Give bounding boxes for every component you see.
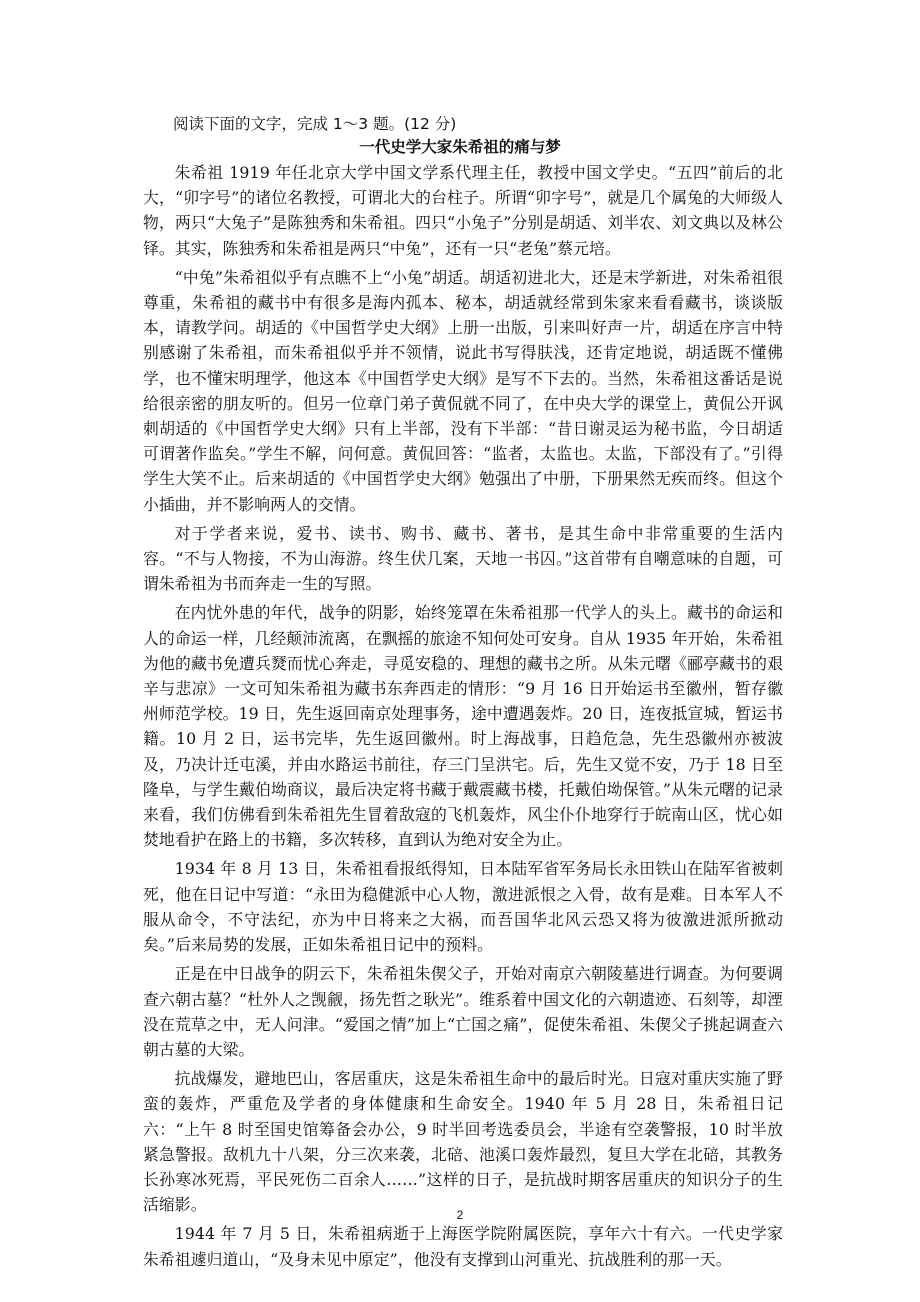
paragraph: “中兔”朱希祖似乎有点瞧不上“小兔”胡适。胡适初进北大，还是末学新进，对朱希祖很尊重，朱希祖的藏书中有很多是海内孤本、秘本，胡适就经常到朱家来看看藏书，谈谈版本，请教学问。胡适的《中国哲学史大纲》上册一出版，引来叫好声一片，胡适在序言中特别感谢了朱希祖，而朱希祖似乎并不领情，说此书写得肤浅，还肯定地说，胡适既不懂佛学，也不懂宋明理学，他这本《中国哲学史大纲》是写不下去的。当然，朱希祖这番话是说给很亲密的朋友听的。但另一位章门弟子黄侃就不同了，在中央大学的课堂上，黄侃公开讽刺胡适的《中国哲学史大纲》只有上半部，没有下半部：“昔日谢灵运为秘书监，今日胡适可谓著作监矣。”学生不解，问何意。黄侃回答：“监者，太监也。太监，下部没有了。”引得学生大笑不止。后来胡适的《中国哲学史大纲》勉强出了中册，下册果然无疾而终。但这个小插曲，并不影响两人的交情。 (143, 267, 783, 514)
article-title: 一代史学大家朱希祖的痛与梦 (359, 138, 561, 156)
reading-instruction: 阅读下面的文字，完成 1～3 题。(12 分) (173, 115, 457, 133)
paragraph: 1944 年 7 月 5 日，朱希祖病逝于上海医学院附属医院，享年六十有六。一代史学家朱希祖遽归道山，“及身未见中原定”，他没有支撑到山河重光、抗战胜利的那一天。 (143, 1224, 783, 1269)
paragraph: 对于学者来说，爱书、读书、购书、藏书、著书，是其生命中非常重要的生活内容。“不与人物接，不为山海游。终生伏几案，天地一书囚。”这首带有自嘲意味的自题，可谓朱希祖为书而奔走一生的写照。 (143, 523, 783, 594)
paragraph: 朱希祖 1919 年任北京大学中国文学系代理主任，教授中国文学史。“五四”前后的北大，“卯字号”的诸位名教授，可谓北大的台柱子。所谓“卯字号”，就是几个属兔的大师级人物，两只“大兔子”是陈独秀和朱希祖。四只“小兔子”分别是胡适、刘半农、刘文典以及林公铎。其实，陈独秀和朱希祖是两只“中兔”，还有一只“老兔”蔡元培。 (143, 163, 783, 258)
page-number: 2 (456, 1208, 464, 1222)
paragraph: 1934 年 8 月 13 日，朱希祖看报纸得知，日本陆军省军务局长永田铁山在陆军省被刺死，他在日记中写道：“永田为稳健派中心人物，激进派恨之入骨，故有是难。日本军人不服从命令，不守法纪，亦为中日将来之大祸，而吾国华北风云恐又将为彼激进派所掀动矣。”后来局势的发展，正如朱希祖日记中的预料。 (143, 859, 783, 955)
paragraph: 抗战爆发，避地巴山，客居重庆，这是朱希祖生命中的最后时光。日寇对重庆实施了野蛮的轰炸，严重危及学者的身体健康和生命安全。1940 年 5 月 28 日，朱希祖日记六：“上午 8 时至国史馆筹备会办公，9 时半回考选委员会，半途有空袭警报，10 时半放紧急警报。敌机九十八架，分三次来袭，北碚、池溪口轰炸最烈，复旦大学在北碚，其教务长孙寒冰死焉，平民死伤二百余人……”这样的日子，是抗战时期客居重庆的知识分子的生活缩影。 (143, 1069, 783, 1215)
paragraph: 在内忧外患的年代，战争的阴影，始终笼罩在朱希祖那一代学人的头上。藏书的命运和人的命运一样，几经颠沛流离，在飘摇的旅途不知何处可安身。自从 1935 年开始，朱希祖为他的藏书免遭兵燹而忧心奔走，寻觅安稳的、理想的藏书之所。从朱元曙《郦亭藏书的艰辛与悲凉》一文可知朱希祖为藏书东奔西走的情形：“9 月 16 日开始运书至徽州，暂存徽州师范学校。19 日，先生返回南京处理事务，途中遭遇轰炸。20 日，连夜抵宣城，暂运书籍。10 月 2 日，运书完毕，先生返回徽州。时上海战事，日趋危急，先生恐徽州亦被波及，乃决计迁屯溪，并由水路运书前往，存三门呈洪宅。后，先生又觉不安，乃于 18 日至隆阜，与学生戴伯坳商议，最后决定将书藏于戴震藏书楼，托戴伯坳保管。”从朱元曙的记录来看，我们仿佛看到朱希祖先生冒着敌寇的飞机轰炸，风尘仆仆地穿行于皖南山区，忧心如焚地看护在路上的书籍，多次转移，直到认为绝对安全为止。 (143, 603, 783, 850)
article-body (143, 160, 783, 1276)
paragraph: 正是在中日战争的阴云下，朱希祖朱偰父子，开始对南京六朝陵墓进行调查。为何要调查六朝古墓？“杜外人之觊觎，扬先哲之耿光”。维系着中国文化的六朝遗迹、石刻等，却湮没在荒草之中，无人问津。“爱国之情”加上“亡国之痛”，促使朱希祖、朱偰父子挑起调查六朝古墓的大梁。 (143, 964, 783, 1059)
